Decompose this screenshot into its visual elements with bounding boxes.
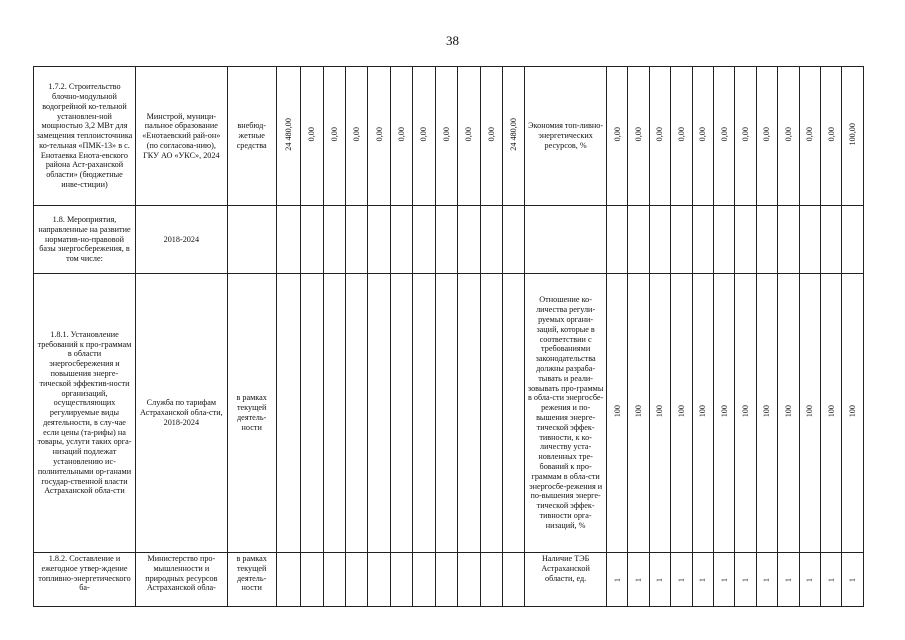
indicator-value-cell <box>735 553 756 607</box>
finance-cell <box>301 67 323 206</box>
table-row <box>34 206 864 274</box>
page-number: 38 <box>446 33 459 48</box>
finance-cell <box>390 274 412 553</box>
indicator-value-cell <box>778 67 799 206</box>
indicator-value: 100 <box>655 405 665 418</box>
measure-description: 1.8. Мероприятия, направленные на развитие норматив-но-правовой базы энергосбережения, в том числе: <box>34 206 136 274</box>
indicator-value-cell <box>606 553 627 607</box>
indicator-value-cell <box>842 206 864 274</box>
finance-cell <box>301 553 323 607</box>
indicator-value-cell <box>628 274 649 553</box>
finance-cell <box>345 553 367 607</box>
indicator-value: 0,00 <box>719 127 729 142</box>
indicator-value: 1 <box>634 577 644 582</box>
finance-cell <box>480 67 502 206</box>
indicator-value-cell <box>778 206 799 274</box>
indicator-value: 100 <box>634 405 644 418</box>
indicator-value-cell <box>649 206 670 274</box>
finance-cell <box>368 274 390 553</box>
finance-cell <box>413 274 435 553</box>
indicator-value: 1 <box>719 577 729 582</box>
indicator-value-cell <box>713 553 734 607</box>
finance-cell <box>345 274 367 553</box>
indicator-value: 100 <box>826 405 836 418</box>
indicator-value-cell <box>671 206 692 274</box>
indicator-value: 0,00 <box>698 127 708 142</box>
indicator-value-cell <box>799 553 820 607</box>
finance-cell <box>323 553 345 607</box>
finance-cell <box>435 67 457 206</box>
finance-value: 0,00 <box>441 127 451 142</box>
indicator-value: 1 <box>655 577 665 582</box>
indicator-value-cell <box>756 553 777 607</box>
finance-cell <box>413 67 435 206</box>
finance-cell <box>368 67 390 206</box>
executor-cell: Минстрой, муници-пальное образование «Енотаевский рай-он» (по согласова-нию), ГКУ АО «УКС», 2024 <box>135 67 227 206</box>
finance-cell <box>502 553 524 607</box>
indicator-value-cell <box>842 274 864 553</box>
finance-value: 0,00 <box>374 127 384 142</box>
finance-cell <box>345 67 367 206</box>
finance-value: 0,00 <box>352 127 362 142</box>
indicator-value: 1 <box>826 577 836 582</box>
program-table <box>33 66 864 607</box>
indicator-value: 100 <box>612 405 622 418</box>
finance-cell <box>435 553 457 607</box>
finance-value: 0,00 <box>307 127 317 142</box>
finance-value: 24 480,00 <box>509 118 519 151</box>
finance-cell <box>390 206 412 274</box>
finance-cell <box>276 274 300 553</box>
indicator-value-cell <box>799 67 820 206</box>
indicator-value: 1 <box>762 577 772 582</box>
indicator-value-cell <box>820 67 841 206</box>
indicator-value: 0,00 <box>826 127 836 142</box>
indicator-value: 1 <box>612 577 622 582</box>
indicator-value: 100 <box>783 405 793 418</box>
indicator-value: 0,00 <box>783 127 793 142</box>
indicator-value-cell <box>778 274 799 553</box>
indicator-value: 100 <box>719 405 729 418</box>
finance-cell <box>480 206 502 274</box>
indicator-value-cell <box>692 206 713 274</box>
measure-description: 1.7.2. Строительство блочно-модульной водогрейной ко-тельной установлен-ной мощностью 3,2 МВт для замещения теплоисточника ко-тельная «ПМК-13» в с. Енотаевка Енота-евского района Аст-раханской области» (бюджетные инве-стиции) <box>34 67 136 206</box>
indicator-value-cell <box>842 553 864 607</box>
finance-value: 24 480,00 <box>283 118 293 151</box>
indicator-value-cell <box>820 274 841 553</box>
finance-cell <box>301 206 323 274</box>
indicator-value: 0,00 <box>805 127 815 142</box>
indicator-value: 1 <box>741 577 751 582</box>
finance-cell <box>502 206 524 274</box>
indicator-value-cell <box>842 67 864 206</box>
indicator-value-cell <box>799 274 820 553</box>
indicator-value-cell <box>820 553 841 607</box>
indicator-value-cell <box>799 206 820 274</box>
finance-cell <box>480 553 502 607</box>
indicator-value: 100 <box>698 405 708 418</box>
indicator-value: 100 <box>676 405 686 418</box>
finance-cell <box>502 67 524 206</box>
finance-cell <box>368 206 390 274</box>
finance-value: 0,00 <box>419 127 429 142</box>
finance-cell <box>435 206 457 274</box>
finance-cell <box>502 274 524 553</box>
finance-cell <box>390 553 412 607</box>
indicator-value: 100 <box>741 405 751 418</box>
indicator-value-cell <box>756 274 777 553</box>
indicator-value-cell <box>649 274 670 553</box>
measure-description: 1.8.2. Составление и ежегодное утвер-ждение топливно-энергетического ба- <box>34 553 136 607</box>
finance-cell <box>458 553 480 607</box>
indicator-value-cell <box>756 67 777 206</box>
finance-cell <box>276 553 300 607</box>
indicator-value-cell <box>735 274 756 553</box>
indicator-value-cell <box>649 67 670 206</box>
finance-cell <box>435 274 457 553</box>
indicator-value: 0,00 <box>676 127 686 142</box>
indicator-value-cell <box>692 274 713 553</box>
indicator-value: 0,00 <box>762 127 772 142</box>
finance-cell <box>390 67 412 206</box>
indicator-value: 1 <box>783 577 793 582</box>
indicator-value-cell <box>671 67 692 206</box>
finance-cell <box>480 274 502 553</box>
indicator-value-cell <box>820 206 841 274</box>
indicator-value-cell <box>671 553 692 607</box>
indicator-cell <box>525 206 607 274</box>
finance-value: 0,00 <box>486 127 496 142</box>
finance-cell <box>458 274 480 553</box>
funding-source-cell: в рамках текущей деятель-ности <box>227 553 276 607</box>
indicator-value-cell <box>735 206 756 274</box>
table-row <box>34 553 864 607</box>
executor-cell: Министерство про-мышленности и природных ресурсов Астраханской обла- <box>135 553 227 607</box>
indicator-value: 0,00 <box>612 127 622 142</box>
table-row <box>34 274 864 553</box>
finance-cell <box>413 553 435 607</box>
indicator-value: 100 <box>762 405 772 418</box>
finance-cell <box>368 553 390 607</box>
indicator-value-cell <box>778 553 799 607</box>
indicator-value-cell <box>606 206 627 274</box>
finance-cell <box>301 274 323 553</box>
indicator-value: 1 <box>848 577 858 582</box>
measure-description: 1.8.1. Установление требований к про-граммам в области энергосбережения и повышения энерге-тической эффектив-ности организаций, осуществляющих регулируемые виды деятельности, в слу-чае если цены (та-рифы) на товары, услуги таких орга-низаций подлежат установлению ис-полнительными ор-ганами государ-ственной власти Астраханской обла-сти <box>34 274 136 553</box>
indicator-value-cell <box>606 67 627 206</box>
finance-cell <box>323 274 345 553</box>
indicator-value-cell <box>692 553 713 607</box>
finance-cell <box>413 206 435 274</box>
indicator-value-cell <box>713 206 734 274</box>
indicator-value: 100 <box>805 405 815 418</box>
table-row <box>34 67 864 206</box>
indicator-cell: Отношение ко-личества регули-руемых органи-заций, которые в соответствии с требованиями законодательства должны разраба-тывать и реали-зовывать про-граммы в обла-сти энергосбе-режения и по-вышения энерге-тической эффек-тивности, к ко-личеству уста-новленных тре-бований к про-граммам в обла-сти энергосбе-режения и по-вышения энерге-тической эффек-тивности орга-низаций, % <box>525 274 607 553</box>
indicator-value-cell <box>628 67 649 206</box>
finance-cell <box>458 206 480 274</box>
indicator-value: 100,00 <box>848 123 858 146</box>
funding-source-cell: внебюд-жетные средства <box>227 67 276 206</box>
indicator-cell: Наличие ТЭБ Астраханской области, ед. <box>525 553 607 607</box>
finance-value: 0,00 <box>329 127 339 142</box>
indicator-value-cell <box>628 206 649 274</box>
indicator-value: 100 <box>848 405 858 418</box>
indicator-value-cell <box>628 553 649 607</box>
executor-cell: Служба по тарифам Астраханской обла-сти, 2018-2024 <box>135 274 227 553</box>
indicator-cell: Экономия топ-ливно-энергетических ресурсов, % <box>525 67 607 206</box>
funding-source-cell: в рамках текущей деятель-ности <box>227 274 276 553</box>
finance-cell <box>458 67 480 206</box>
indicator-value-cell <box>735 67 756 206</box>
indicator-value: 1 <box>676 577 686 582</box>
finance-value: 0,00 <box>464 127 474 142</box>
finance-cell <box>276 67 300 206</box>
finance-cell <box>345 206 367 274</box>
indicator-value: 1 <box>698 577 708 582</box>
finance-value: 0,00 <box>397 127 407 142</box>
finance-cell <box>276 206 300 274</box>
indicator-value-cell <box>713 274 734 553</box>
indicator-value: 0,00 <box>741 127 751 142</box>
indicator-value-cell <box>756 206 777 274</box>
indicator-value-cell <box>649 553 670 607</box>
funding-source-cell <box>227 206 276 274</box>
indicator-value: 0,00 <box>634 127 644 142</box>
indicator-value-cell <box>606 274 627 553</box>
indicator-value: 1 <box>805 577 815 582</box>
finance-cell <box>323 206 345 274</box>
indicator-value-cell <box>692 67 713 206</box>
indicator-value-cell <box>671 274 692 553</box>
finance-cell <box>323 67 345 206</box>
executor-cell: 2018-2024 <box>135 206 227 274</box>
indicator-value: 0,00 <box>655 127 665 142</box>
indicator-value-cell <box>713 67 734 206</box>
